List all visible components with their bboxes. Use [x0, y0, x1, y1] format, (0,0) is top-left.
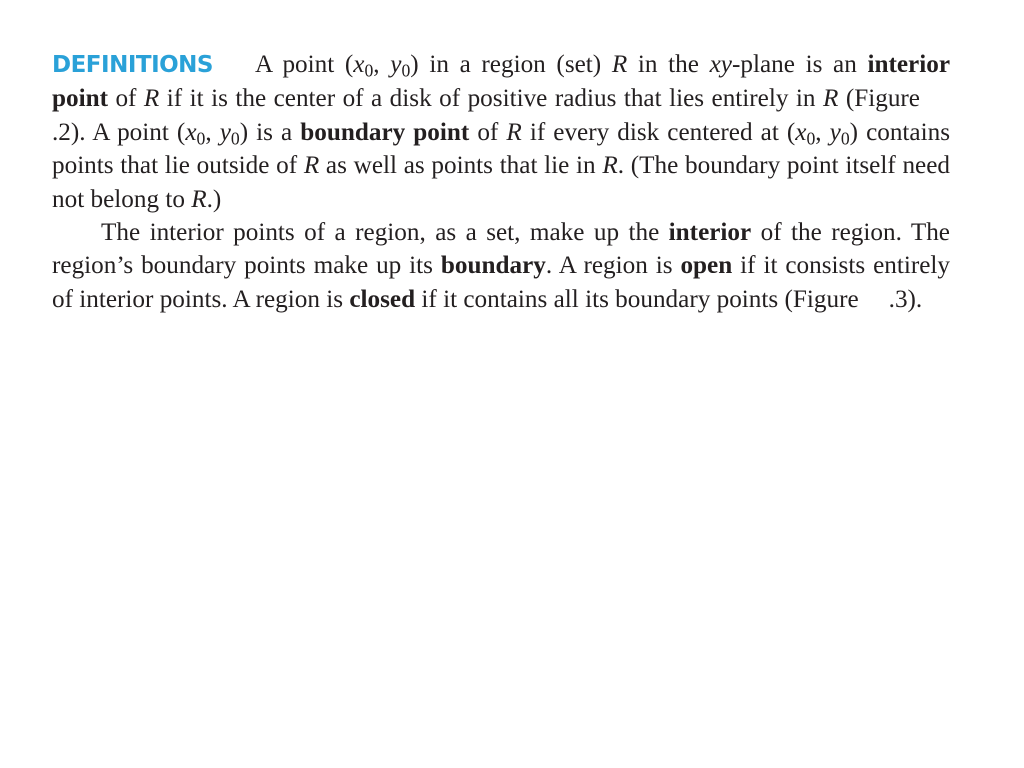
text-run: . (The boundary point itself need not belong to [52, 152, 950, 213]
var-R: R [822, 85, 839, 113]
term-interior: interior [668, 219, 752, 247]
text-run: as well as points that lie in [319, 152, 603, 180]
text-run: ) [849, 118, 859, 146]
text-run: of [469, 118, 507, 146]
subscript-zero: 0 [840, 128, 850, 149]
text-run: A point ( [255, 51, 354, 78]
text-run: .3). [888, 285, 923, 313]
subscript-zero: 0 [364, 60, 374, 81]
text-run: .2). A point ( [52, 118, 186, 146]
text-run: . A region is [545, 252, 681, 280]
text-run: if it is the center of a disk of positive radius that lies entirely in [159, 85, 823, 113]
text-run: if every disk centered at ( [521, 118, 796, 146]
text-run: is a [248, 118, 301, 146]
definitions-text-block [52, 48, 950, 316]
subscript-zero: 0 [230, 128, 240, 149]
var-R: R [506, 118, 522, 146]
var-R: R [611, 51, 628, 78]
term-closed: closed [349, 285, 416, 313]
text-run: if it contains all its boundary points (Figure [415, 285, 859, 313]
var-x: x [795, 118, 807, 146]
var-x: x [185, 118, 197, 146]
var-xy: xy [709, 51, 732, 78]
term-boundary-point: boundary point [300, 118, 470, 146]
text-run: , [373, 51, 391, 78]
subscript-zero: 0 [196, 128, 206, 149]
text-run: , [815, 118, 830, 146]
var-x: x [353, 51, 365, 78]
text-run: (Figure [838, 85, 920, 113]
definition-paragraph [52, 48, 950, 216]
var-R: R [191, 185, 207, 213]
text-run: -plane is an [731, 51, 868, 78]
interior-boundary-paragraph [52, 216, 950, 316]
var-y: y [829, 118, 841, 146]
text-run: contains points that lie outside of [52, 118, 951, 180]
term-interior-point: interior point [52, 51, 950, 113]
var-R: R [143, 85, 160, 113]
var-R: R [303, 152, 320, 180]
term-open: open [680, 252, 733, 280]
text-run: , [205, 118, 220, 146]
subscript-zero: 0 [401, 60, 411, 81]
text-run: of [108, 85, 144, 113]
text-run: ) [239, 118, 249, 146]
subscript-zero: 0 [806, 128, 816, 149]
definitions-heading: DEFINITIONS [52, 52, 213, 78]
text-run: if it consists entirely of interior points. A region is [52, 252, 950, 313]
var-R: R [602, 152, 618, 180]
text-run: of the region. The region’s boundary points make up its [52, 219, 950, 280]
text-run: in the [627, 51, 710, 78]
text-run: in a region (set) [418, 51, 612, 78]
var-y: y [219, 118, 231, 146]
term-boundary: boundary [440, 252, 546, 280]
text-run: .) [206, 185, 222, 213]
text-run: The interior points of a region, as a set, make up the [101, 219, 669, 247]
text-run: ) [410, 51, 419, 78]
var-y: y [390, 51, 402, 78]
